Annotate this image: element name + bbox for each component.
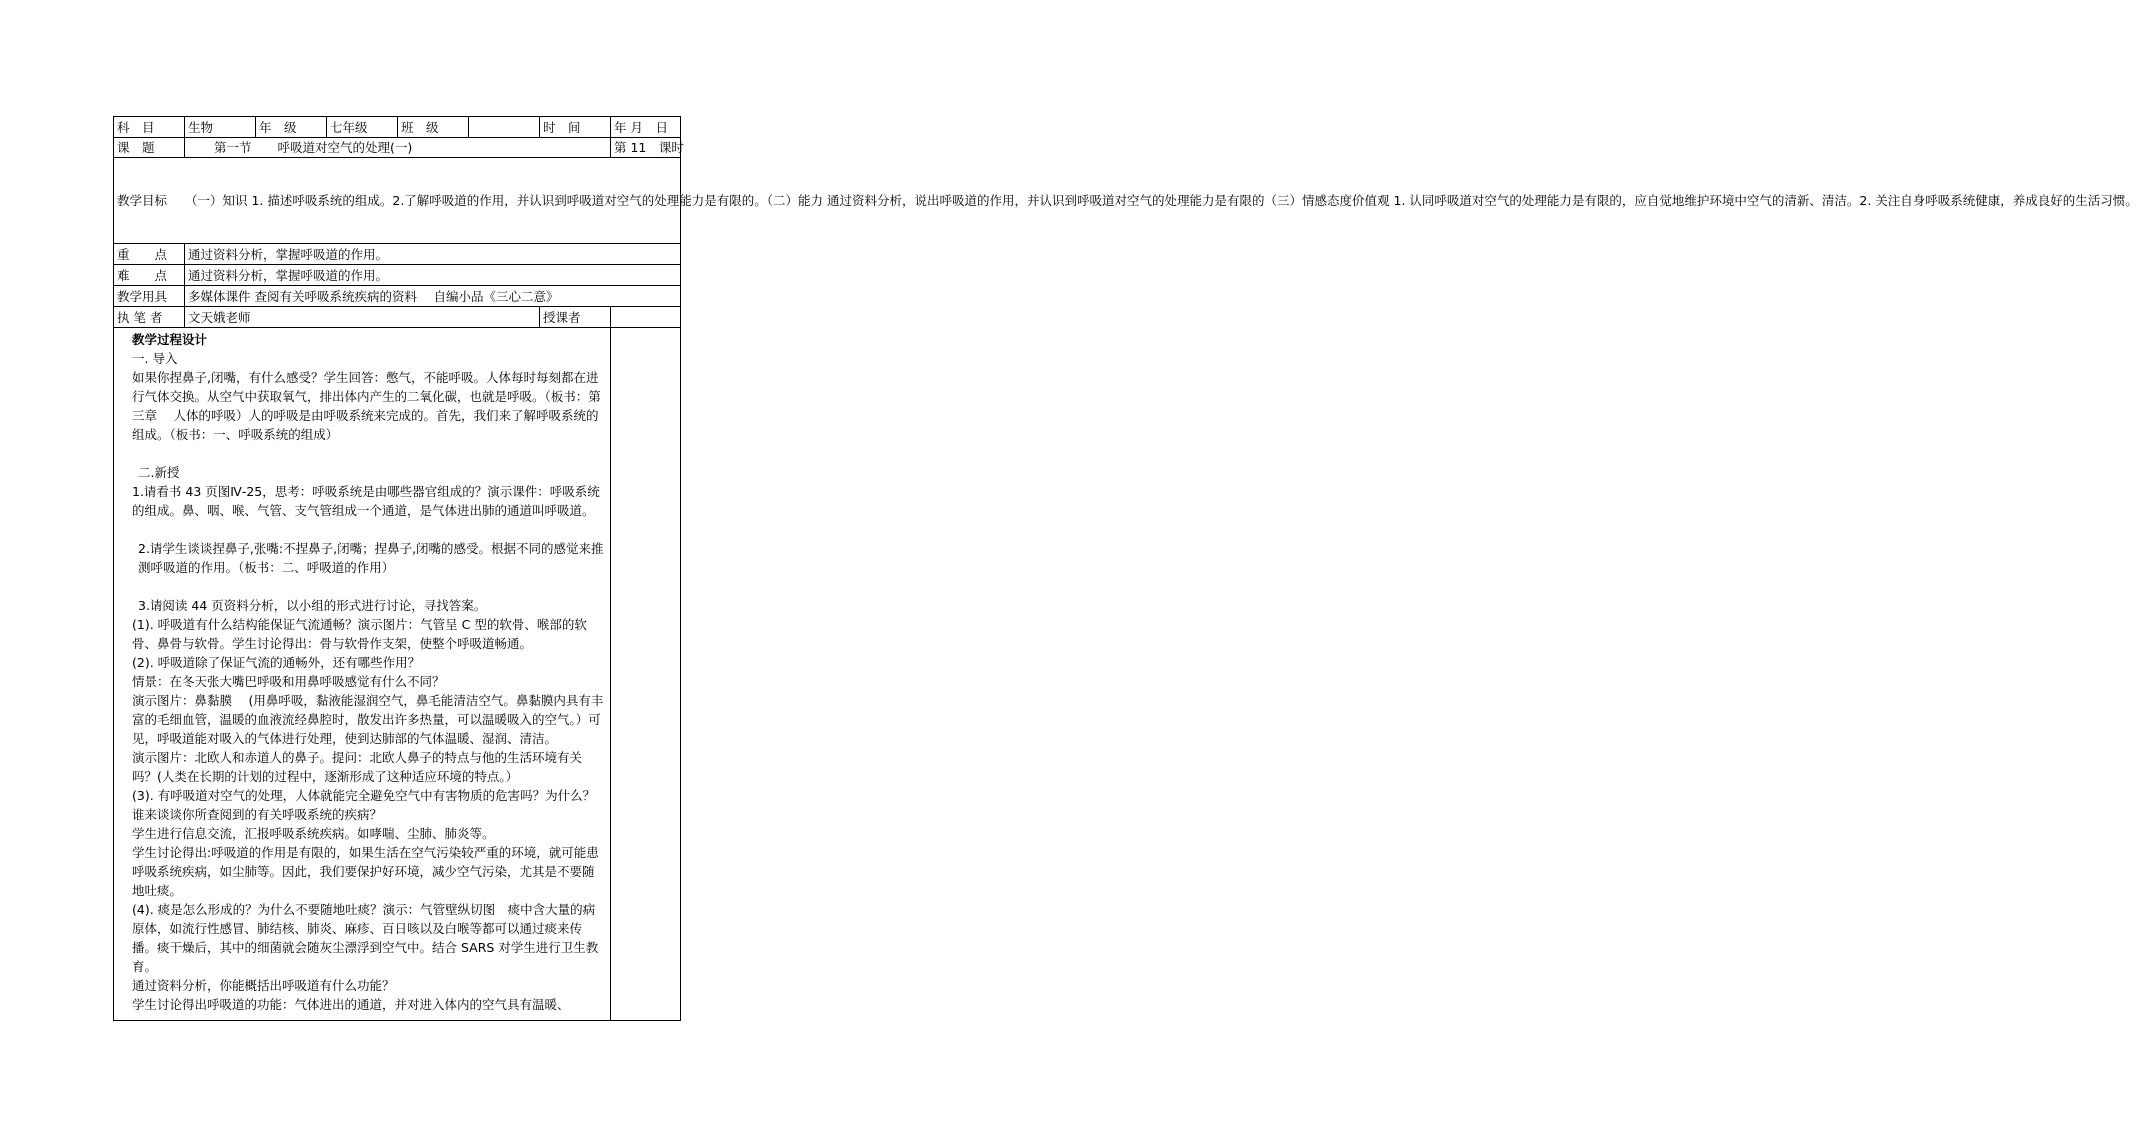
subject-value: 生物 <box>185 117 256 138</box>
process-line: (1). 呼吸道有什么结构能保证气流通畅？演示图片：气管呈 C 型的软骨、喉部的软骨、鼻骨与软骨。学生讨论得出：骨与软骨作支架，使整个呼吸道畅通。 <box>132 617 587 651</box>
key-point-label: 重 点 <box>114 244 185 265</box>
objectives-text: （一）知识 1. 描述呼吸系统的组成。2.了解呼吸道的作用，并认识到呼吸道对空气的处理能力是有限的。（二）能力 通过资料分析，说出呼吸道的作用，并认识到呼吸道对空气的处理能力是有限的（三）情感态度价值观 1. 认同呼吸道对空气的处理能力是有限的，应自觉地维护环境中空气的清新、清洁。2. 关注自身呼吸系统健康，养成良好的生活习惯。 <box>185 193 2138 208</box>
difficulty-label: 难 点 <box>114 265 185 286</box>
lecturer-value <box>611 307 681 328</box>
topic-label: 课 题 <box>114 138 185 158</box>
author-row <box>114 307 681 328</box>
lesson-plan-table <box>113 116 2138 1021</box>
process-line: 通过资料分析，你能概括出呼吸道有什么功能？ <box>132 978 395 993</box>
grade-value: 七年级 <box>327 117 398 138</box>
grade-label: 年 级 <box>256 117 327 138</box>
objectives-cell <box>114 158 2138 244</box>
objectives-label: 教学目标 <box>117 193 168 208</box>
key-point-text: 通过资料分析，掌握呼吸道的作用。 <box>185 244 681 265</box>
process-line: 一. 导入 <box>132 351 178 366</box>
process-line: 学生讨论得出呼吸道的功能：气体进出的通道，并对进入体内的空气具有温暖、 <box>132 997 570 1012</box>
process-line: 如果你捏鼻子,闭嘴，有什么感受？学生回答：憋气，不能呼吸。人体每时每刻都在进行气体交换。从空气中获取氧气，排出体内产生的二氧化碳，也就是呼吸。（板书：第三章 人体的呼吸）人的呼吸是由呼吸系统来完成的。首先，我们来了解呼吸系统的组成。（板书：一、呼吸系统的组成） <box>132 370 601 442</box>
process-line: 学生进行信息交流，汇报呼吸系统疾病。如哮喘、尘肺、肺炎等。 <box>132 826 495 841</box>
author-label: 执 笔 者 <box>114 307 185 328</box>
process-line: (3). 有呼吸道对空气的处理，人体就能完全避免空气中有害物质的危害吗？为什么？谁来谈谈你所查阅到的有关呼吸系统的疾病？ <box>132 788 596 822</box>
difficulty-text: 通过资料分析，掌握呼吸道的作用。 <box>185 265 681 286</box>
topic-section: 第一节 <box>214 140 252 155</box>
process-line: 二.新授 <box>138 465 180 480</box>
topic-row <box>114 138 681 158</box>
process-row <box>114 328 681 1021</box>
process-line: 2.请学生谈谈捏鼻子,张嘴:不捏鼻子,闭嘴；捏鼻子,闭嘴的感受。根据不同的感觉来推测呼吸道的作用。（板书：二、呼吸道的作用） <box>138 541 604 575</box>
lecturer-label: 授课者 <box>540 307 611 328</box>
process-side-column <box>611 328 681 1021</box>
process-line: 3.请阅读 44 页资料分析，以小组的形式进行讨论，寻找答案。 <box>138 598 487 613</box>
topic-period: 第 11 课时 <box>611 138 681 158</box>
tools-row <box>114 286 681 307</box>
class-value <box>469 117 540 138</box>
process-line: (2). 呼吸道除了保证气流的通畅外，还有哪些作用？ <box>132 655 421 670</box>
process-line: (4). 痰是怎么形成的？为什么不要随地吐痰？演示：气管壁纵切图 痰中含大量的病原体，如流行性感冒、肺结核、肺炎、麻疹、百日咳以及白喉等都可以通过痰来传播。痰干燥后，其中的细菌就会随灰尘漂浮到空气中。结合 SARS 对学生进行卫生教育。 <box>132 902 599 974</box>
tools-label: 教学用具 <box>114 286 185 307</box>
process-cell <box>114 328 611 1021</box>
objectives-row <box>114 158 681 244</box>
key-point-row <box>114 244 681 265</box>
time-label: 时 间 <box>540 117 611 138</box>
class-label: 班 级 <box>398 117 469 138</box>
process-line: 演示图片：鼻黏膜 (用鼻呼吸，黏液能湿润空气，鼻毛能清洁空气。鼻黏膜内具有丰富的毛细血管，温暖的血液流经鼻腔时，散发出许多热量，可以温暖吸入的空气。）可见，呼吸道能对吸入的气体进行处理，使到达肺部的气体温暖、湿润、清洁。 <box>132 693 604 746</box>
header-row <box>114 117 681 138</box>
process-line: 演示图片：北欧人和赤道人的鼻子。提问：北欧人鼻子的特点与他的生活环境有关吗？(人类在长期的计划的过程中，逐渐形成了这种适应环境的特点。） <box>132 750 583 784</box>
author-name: 文天娥老师 <box>185 307 540 328</box>
process-line: 情景：在冬天张大嘴巴呼吸和用鼻呼吸感觉有什么不同？ <box>132 674 445 689</box>
date-value: 年 月 日 <box>611 117 681 138</box>
process-line <box>132 577 604 596</box>
process-line: 1.请看书 43 页图Ⅳ-25，思考：呼吸系统是由哪些器官组成的？演示课件：呼吸系统的组成。鼻、咽、喉、气管、支气管组成一个通道，是气体进出肺的通道叫呼吸道。 <box>132 484 600 518</box>
process-line: 学生讨论得出:呼吸道的作用是有限的，如果生活在空气污染较严重的环境，就可能患呼吸系统疾病，如尘肺等。因此，我们要保护好环境，减少空气污染，尤其是不要随地吐痰。 <box>132 845 599 898</box>
subject-label: 科 目 <box>114 117 185 138</box>
topic-cell <box>185 138 611 158</box>
process-content <box>132 330 604 1018</box>
process-title: 教学过程设计 <box>132 332 208 347</box>
topic-title: 呼吸道对空气的处理(一) <box>277 140 413 155</box>
difficulty-row <box>114 265 681 286</box>
process-line <box>132 444 604 463</box>
process-line <box>132 520 604 539</box>
tools-text: 多媒体课件 查阅有关呼吸系统疾病的资料 自编小品《三心二意》 <box>185 286 681 307</box>
